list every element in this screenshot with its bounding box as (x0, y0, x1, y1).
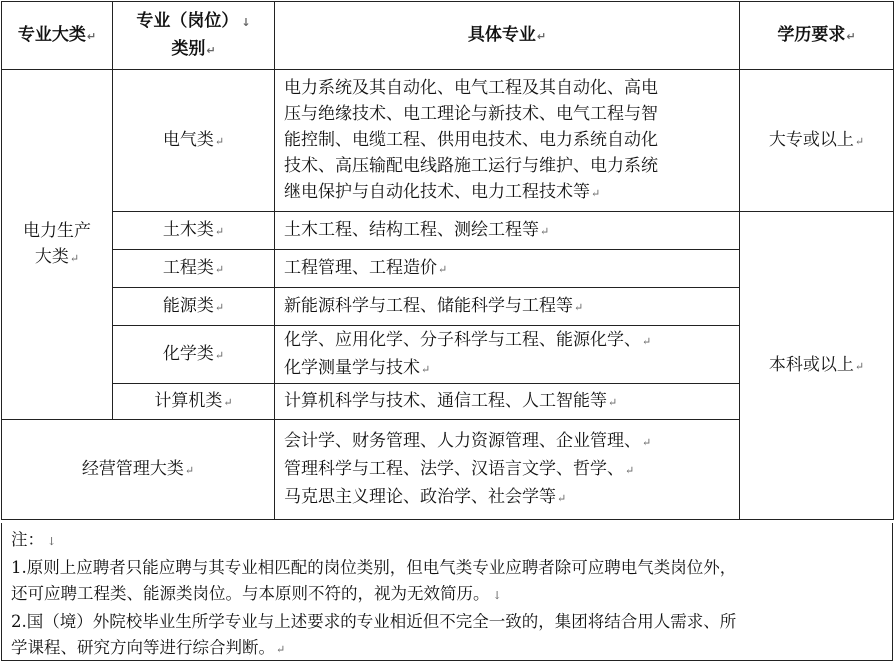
category-civil: 土木类↵ (113, 212, 275, 250)
category-engineering: 工程类↵ (113, 250, 275, 288)
specialty-computer: 计算机科学与技术、通信工程、人工智能等↵ (275, 384, 740, 420)
specialty-energy: 新能源科学与工程、储能科学与工程等↵ (275, 288, 740, 326)
management-group-cell: 经营管理大类↵ (2, 420, 275, 520)
header-row (2, 2, 894, 70)
table-row (2, 70, 894, 212)
specialty-civil: 土木工程、结构工程、测绘工程等↵ (275, 212, 740, 250)
category-computer: 计算机类↵ (113, 384, 275, 420)
specialty-electrical: 电力系统及其自动化、电气工程及其自动化、高电 压与绝缘技术、电工理论与新技术、电气工程与智 能控制、电缆工程、供用电技术、电力系统自动化 技术、高压输配电线路施工运行与维护、电力系统 继电保护与自动化技术、电力工程技术等↵ (275, 70, 740, 212)
header-education: 学历要求↵ (740, 2, 894, 70)
category-energy: 能源类↵ (113, 288, 275, 326)
header-category: 专业（岗位） ↓ 类别↵ (113, 2, 275, 70)
education-junior-college: 大专或以上↵ (740, 70, 894, 212)
notes-section (1, 523, 893, 661)
specialty-chemistry: 化学、应用化学、分子科学与工程、能源化学、↵ 化学测量学与技术↵ (275, 326, 740, 384)
note-2: 2.国（境）外院校毕业生所学专业与上述要求的专业相近但不完全一致的，集团将结合用人需求、所 学课程、研究方向等进行综合判断。↵ (11, 612, 737, 657)
notes-title: 注： ↓ (11, 530, 57, 549)
category-electrical: 电气类↵ (113, 70, 275, 212)
requirements-table (1, 1, 894, 520)
table-row (2, 212, 894, 250)
note-1: 1.原则上应聘者只能应聘与其专业相匹配的岗位类别，但电气类专业应聘者除可应聘电气类岗位外， 还可应聘工程类、能源类岗位。与本原则不符的，视为无效简历。 ↓ (11, 558, 737, 603)
specialty-engineering: 工程管理、工程造价↵ (275, 250, 740, 288)
category-chemistry: 化学类↵ (113, 326, 275, 384)
specialty-management: 会计学、财务管理、人力资源管理、企业管理、↵ 管理科学与工程、法学、汉语言文学、哲学、↵ 马克思主义理论、政治学、社会学等↵ (275, 420, 740, 520)
header-major-group: 专业大类↵ (2, 2, 113, 70)
power-group-cell: 电力生产 大类↵ (2, 70, 113, 420)
education-bachelor: 本科或以上↵ (740, 212, 894, 520)
header-specialty: 具体专业↵ (275, 2, 740, 70)
